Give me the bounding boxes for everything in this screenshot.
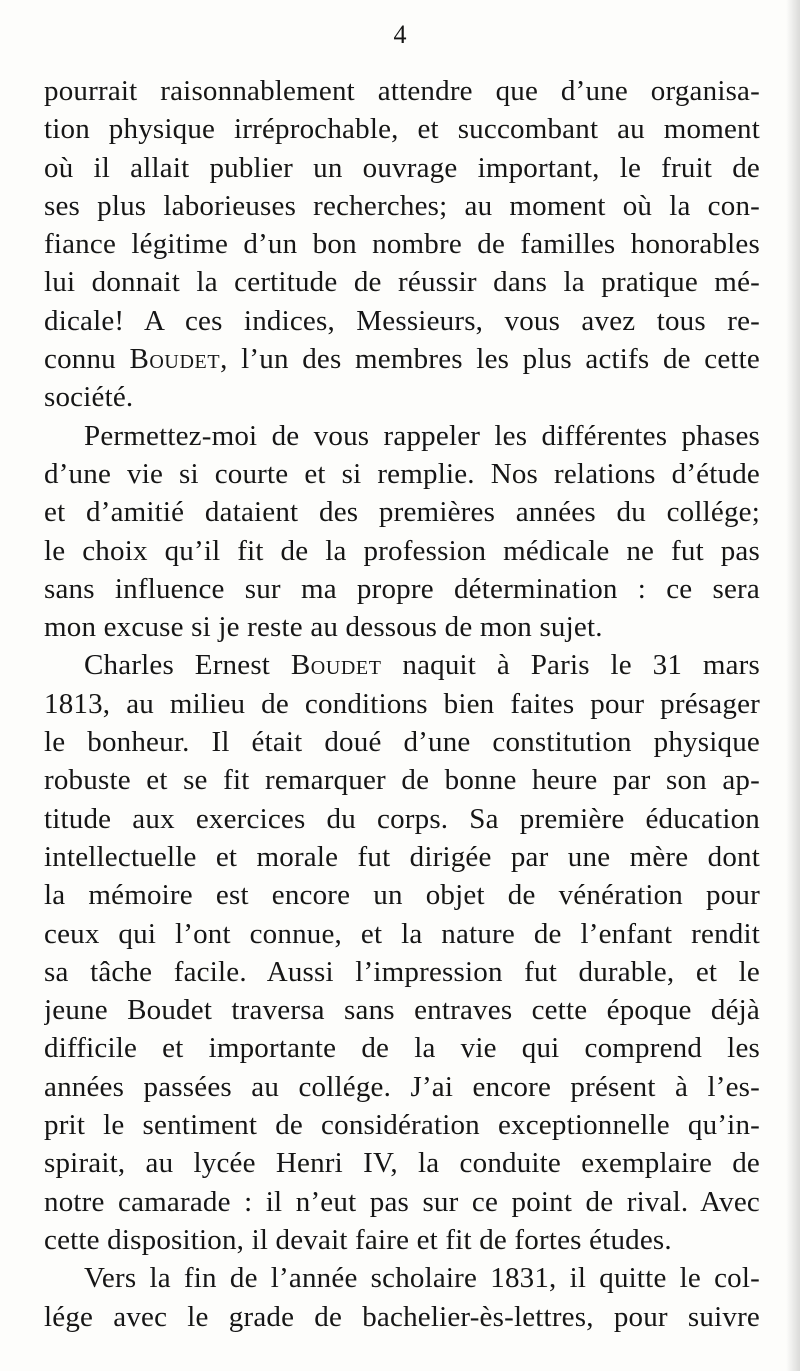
text-line: ceux qui l’ont connue, et la nature de l’enfant rendit	[44, 917, 760, 950]
text-line: dicale! A ces indices, Messieurs, vous avez tous re-	[44, 304, 760, 337]
text-line: notre camarade : il n’eut pas sur ce point de rival. Avec	[44, 1185, 760, 1218]
text-line: société.	[44, 381, 134, 414]
surname-small-caps: Boudet	[290, 649, 382, 682]
text-line: fiance légitime d’un bon nombre de familles honorables	[44, 228, 760, 261]
text-line: Permettez-moi de vous rappeler les différentes phases	[84, 419, 760, 452]
text-line: et d’amitié dataient des premières années du collége;	[44, 496, 760, 529]
text-line: lége avec le grade de bachelier-ès-lettres, pour suivre	[44, 1300, 760, 1333]
text-line: intellectuelle et morale fut dirigée par une mère dont	[44, 840, 760, 873]
text-line: le choix qu’il fit de la profession médicale ne fut pas	[44, 534, 760, 567]
text-line: 1813, au milieu de conditions bien faites pour présager	[44, 687, 760, 720]
text-line: mon excuse si je reste au dessous de mon sujet.	[44, 611, 603, 644]
text-line: sans influence sur ma propre détermination : ce sera	[44, 572, 760, 605]
text-line: Vers la fin de l’année scholaire 1831, il quitte le col-	[84, 1262, 760, 1295]
surname-small-caps: Boudet	[129, 343, 221, 376]
text-line: tion physique irréprochable, et succombant au moment	[44, 113, 760, 146]
text-line: prit le sentiment de considération exceptionnelle qu’in-	[44, 1109, 760, 1142]
text-segment: connu	[44, 343, 130, 376]
page-edge-shadow	[786, 0, 800, 1371]
text-line: cette disposition, il devait faire et fit de fortes études.	[44, 1223, 672, 1256]
body-text	[44, 72, 760, 1336]
text-line: jeune Boudet traversa sans entraves cette époque déjà	[44, 994, 760, 1027]
text-line: sa tâche facile. Aussi l’impression fut durable, et le	[44, 955, 760, 988]
text-line: spirait, au lycée Henri IV, la conduite exemplaire de	[44, 1147, 760, 1180]
text-line: pourrait raisonnablement attendre que d’une organisa-	[44, 75, 760, 107]
text-segment: naquit à Paris le 31 mars	[381, 649, 760, 682]
text-segment: , l’un des membres les plus actifs de cette	[220, 343, 760, 376]
text-line: ses plus laborieuses recherches; au moment où la con-	[44, 189, 760, 222]
text-line: lui donnait la certitude de réussir dans la pratique mé-	[44, 266, 760, 299]
text-line: titude aux exercices du corps. Sa première éducation	[44, 802, 760, 835]
text-line: difficile et importante de la vie qui comprend les	[44, 1032, 760, 1065]
text-line: le bonheur. Il était doué d’une constitution physique	[44, 726, 760, 759]
page-number: 4	[393, 20, 407, 49]
text-line	[44, 646, 760, 684]
text-line: robuste et se fit remarquer de bonne heure par son ap-	[44, 764, 760, 797]
text-line: années passées au collége. J’ai encore présent à l’es-	[44, 1070, 760, 1103]
text-line: la mémoire est encore un objet de vénération pour	[44, 879, 760, 912]
text-line: d’une vie si courte et si remplie. Nos relations d’étude	[44, 457, 760, 490]
text-line: où il allait publier un ouvrage important, le fruit de	[44, 151, 760, 184]
text-line	[44, 340, 760, 378]
text-segment: Charles Ernest	[84, 649, 291, 682]
